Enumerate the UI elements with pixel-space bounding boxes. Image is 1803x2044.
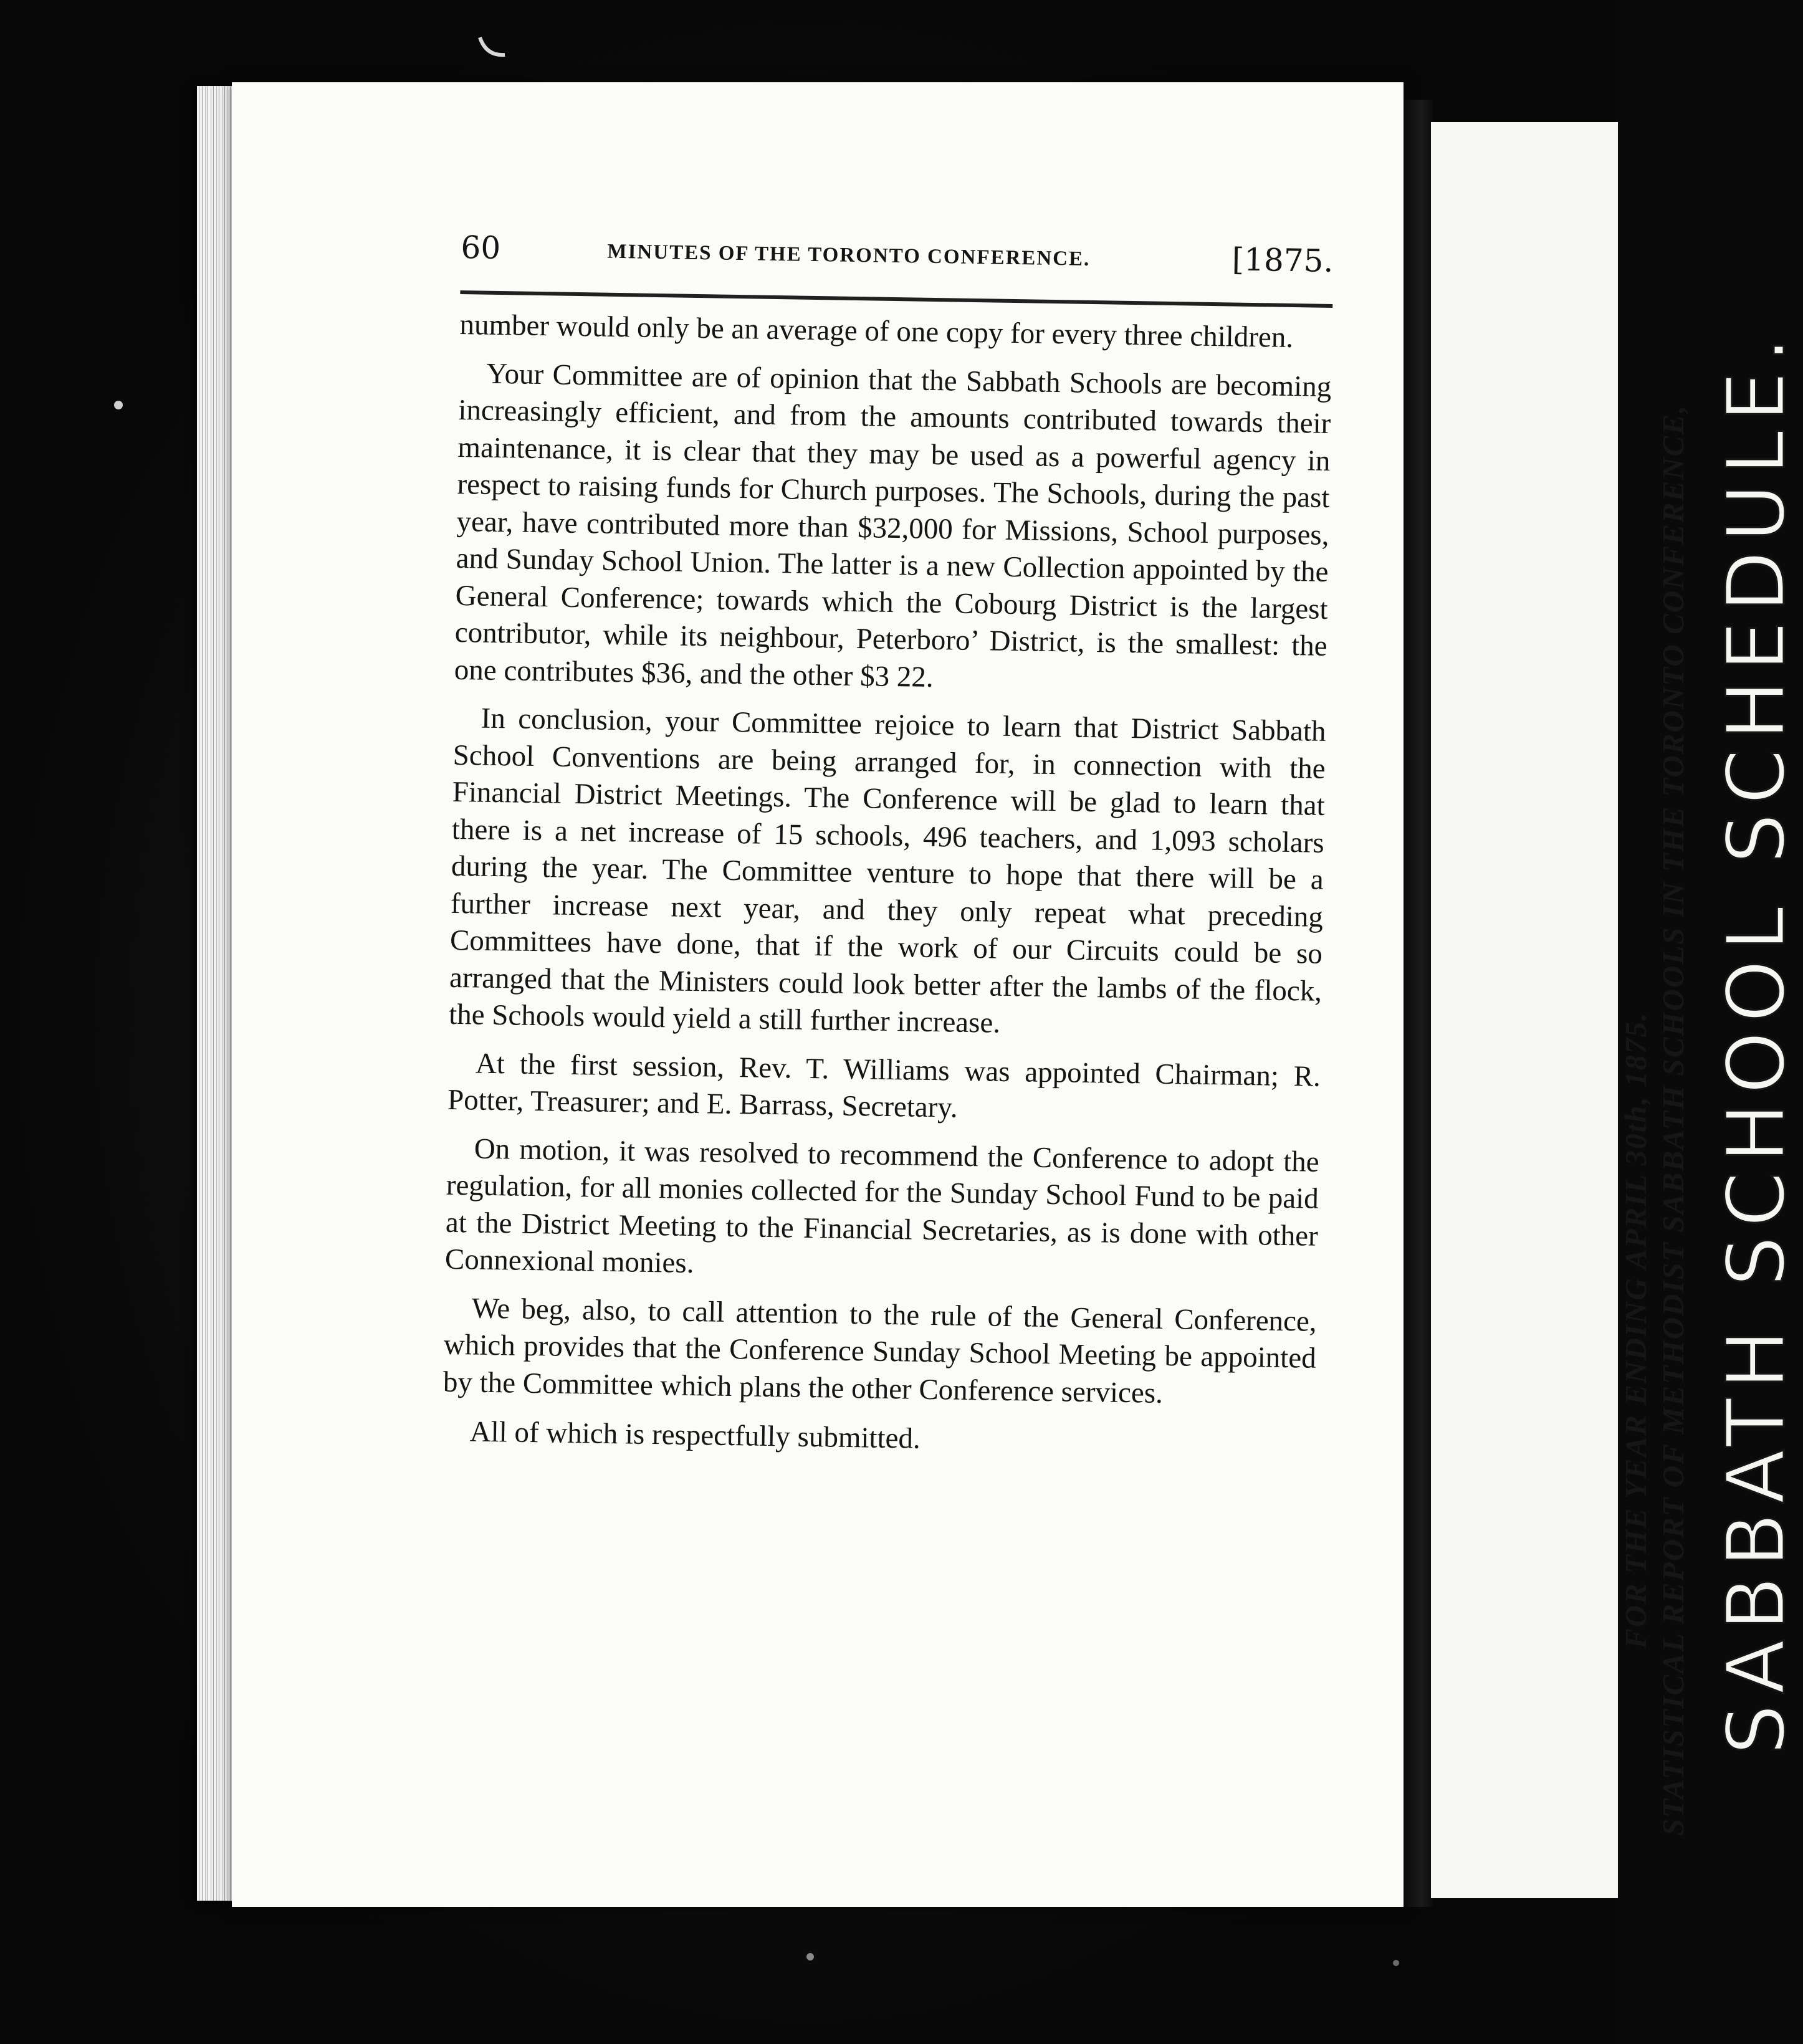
dust-mark (480, 37, 505, 55)
paragraph-general-conference: We beg, also, to call attention to the rule of the General Conference, which provides that the Conference Sunday School Meeting be appointed by the Committee which plans the other Conference services. (442, 1291, 1318, 1410)
paragraph-closing: All of which is respectfully submitted. (469, 1415, 921, 1455)
dust-speck (806, 1953, 814, 1960)
dust-speck (1393, 1960, 1399, 1966)
facing-subtitle-line1: STATISTICAL REPORT OF METHODIST SABBATH SCHOOLS IN THE TORONTO CONFERENCE, (1656, 404, 1690, 1836)
paragraph-efficiency: Your Committee are of opinion that the Sabbath Schools are becoming increasingly efficient, and from the amounts contributed towards their maintenance, it is clear that they may be used as a powerful agency in respect to raising funds for Church purposes. The Schools, during the past year, have contributed more than $32,000 for Missions, School purposes, and Sunday School Union. The latter is a new Collection appointed by the General Conference; towards which the Cobourg District is the largest contributor, while its neighbour, Peterboro’ District, is the smallest: the one contributes $36, and the other $3 22. (454, 357, 1332, 694)
book-page-edges (197, 86, 234, 1901)
paragraph-first-session: At the first session, Rev. T. Williams was appointed Chairman; R. Potter, Treasurer; and E. Barrass, Secretary. (447, 1047, 1321, 1124)
facing-page (1431, 122, 1803, 1898)
running-year: [1875. (1231, 241, 1334, 279)
facing-title: SABBATH SCHOOL SCHEDULE. (1710, 328, 1803, 1755)
page-text-block (442, 229, 1334, 1475)
paragraph-conclusion: In conclusion, your Committee rejoice to learn that District Sabbath School Conventions are being arranged for, in connection with the Financial District Meetings. The Conference will be glad to learn that there is a net increase of 15 schools, 496 teachers, and 1,093 scholars during the year. The Committee venture to hope that there will be a further increase next year, and they only repeat what preceding Committees have done, that if the work of our Circuits could be so arranged that the Ministers could look better after the lambs of the flock, the Schools would yield a still further increase. (448, 702, 1326, 1039)
book-gutter (1404, 100, 1433, 1907)
paragraph-continuation: number would only be an average of one copy for every three children. (459, 308, 1294, 354)
running-title: MINUTES OF THE TORONTO CONFERENCE. (607, 240, 1091, 270)
page-number: 60 (461, 229, 501, 266)
paragraph-motion: On motion, it was resolved to recommend the Conference to adopt the regulation, for all monies collected for the Sunday School Fund to be paid at the District Meeting to the Financial Secretaries, as is done with other Connexional monies. (444, 1132, 1320, 1280)
dust-speck (114, 401, 123, 409)
running-head (461, 229, 1334, 299)
facing-subtitle-line2: FOR THE YEAR ENDING APRIL 30th, 1875. (1619, 1011, 1653, 1649)
book-page (232, 82, 1404, 1907)
